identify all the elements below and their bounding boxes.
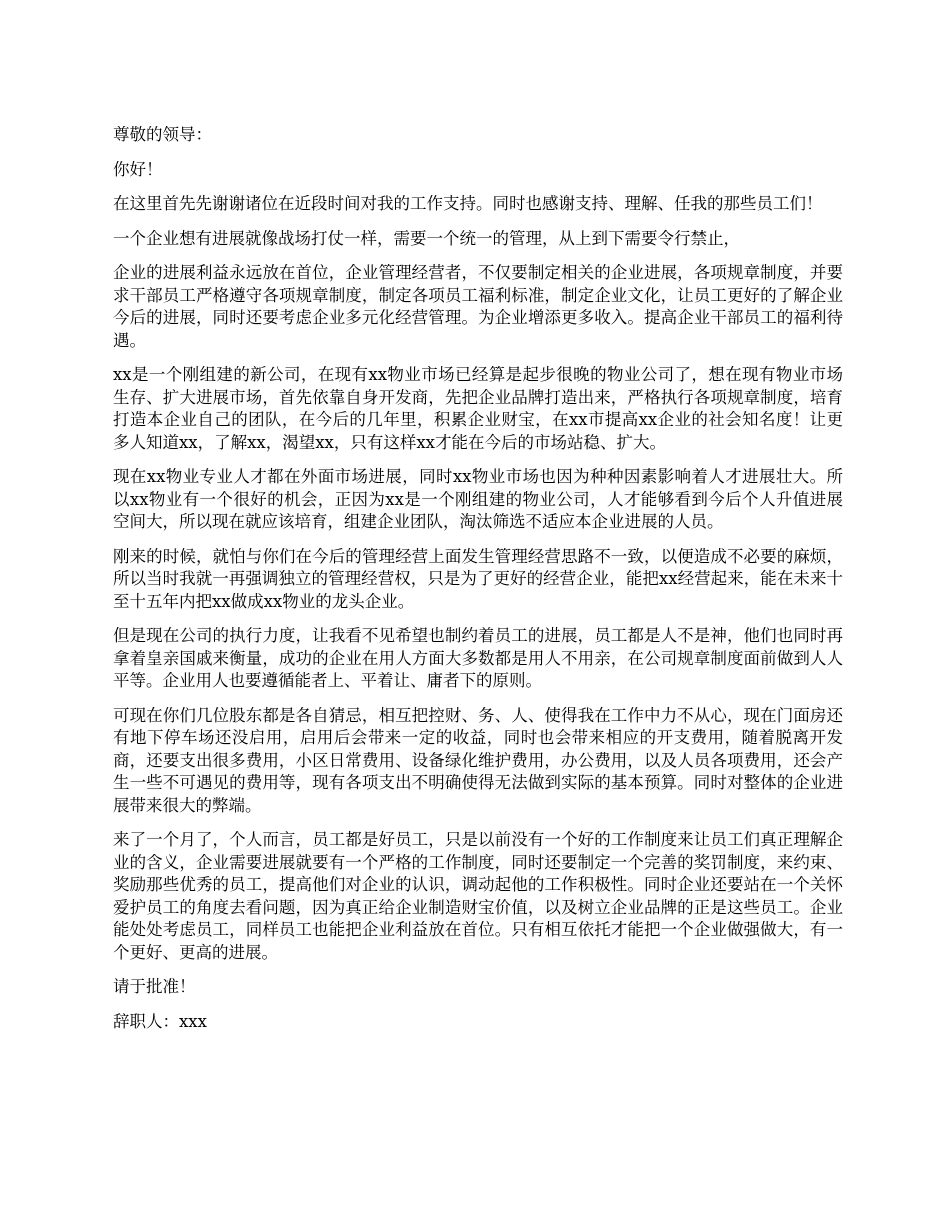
paragraph: 刚来的时候，就怕与你们在今后的管理经营上面发生管理经营思路不一致，以便造成不必要的麻烦，所以当时我就一再强调独立的管理经营权，只是为了更好的经营企业，能把xx经营起来，能在未来十至十五年内把xx做成xx物业的龙头企业。 <box>113 546 843 611</box>
paragraph: 在这里首先先谢谢诸位在近段时间对我的工作支持。同时也感谢支持、理解、任我的那些员工们！ <box>113 194 823 213</box>
greeting: 你好！ <box>113 159 163 179</box>
closing: 请于批准！ <box>113 977 196 996</box>
paragraph: 企业的进展利益永远放在首位，企业管理经营者，不仅要制定相关的企业进展，各项规章制度，并要求干部员工严格遵守各项规章制度，制定各项员工福利标准，制定企业文化，让员工更好的了解企业今后的进展，同时还要考虑企业多元化经营管理。为企业增添更多收入。提高企业干部员工的福利待遇。 <box>113 263 843 350</box>
paragraph: 现在xx物业专业人才都在外面市场进展，同时xx物业市场也因为种种因素影响着人才进展壮大。所以xx物业有一个很好的机会，正因为xx是一个刚组建的物业公司，人才能够看到今后个人升值进展空间大，所以现在就应该培育，组建企业团队，淘汰筛选不适应本企业进展的人员。 <box>113 467 843 531</box>
paragraph: 一个企业想有进展就像战场打仗一样，需要一个统一的管理，从上到下需要令行禁止， <box>113 228 740 248</box>
document-body <box>113 124 843 1045</box>
paragraph: xx是一个刚组建的新公司，在现有xx物业市场已经算是起步很晚的物业公司了，想在现有物业市场生存、扩大进展市场，首先依靠自身开发商，先把企业品牌打造出来，严格执行各项规章制度，培育打造本企业自己的团队，在今后的几年里，积累企业财宝，在xx市提高xx企业的社会知名度！让更多人知道xx，了解xx，渴望xx，只有这样xx才能在今后的市场站稳、扩大。 <box>113 365 843 452</box>
signature: 辞职人：xxx <box>113 1011 207 1031</box>
paragraph: 来了一个月了，个人而言，员工都是好员工，只是以前没有一个好的工作制度来让员工们真正理解企业的含义，企业需要进展就要有一个严格的工作制度，同时还要制定一个完善的奖罚制度，来约束、奖励那些优秀的员工，提高他们对企业的认识，调动起他的工作积极性。同时企业还要站在一个关怀爱护员工的角度去看问题，因为真正给企业制造财宝价值，以及树立企业品牌的正是这些员工。企业能处处考虑员工，同样员工也能把企业利益放在首位。只有相互依托才能把一个企业做强做大，有一个更好、更高的进展。 <box>113 830 843 962</box>
paragraph: 但是现在公司的执行力度，让我看不见希望也制约着员工的进展，员工都是人不是神，他们也同时再拿着皇亲国戚来衡量，成功的企业在用人方面大多数都是用人不用亲，在公司规章制度面前做到人人平等。企业用人也要遵循能者上、平着让、庸者下的原则。 <box>113 626 843 690</box>
paragraph: 可现在你们几位股东都是各自猜忌，相互把控财、务、人、使得我在工作中力不从心，现在门面房还有地下停车场还没启用，启用后会带来一定的收益，同时也会带来相应的开支费用，随着脱离开发商，还要支出很多费用，小区日常费用、设备绿化维护费用，办公费用，以及人员各项费用，还会产生一些不可遇见的费用等，现有各项支出不明确使得无法做到实际的基本预算。同时对整体的企业进展带来很大的弊端。 <box>113 705 843 815</box>
salutation: 尊敬的领导： <box>113 125 212 144</box>
